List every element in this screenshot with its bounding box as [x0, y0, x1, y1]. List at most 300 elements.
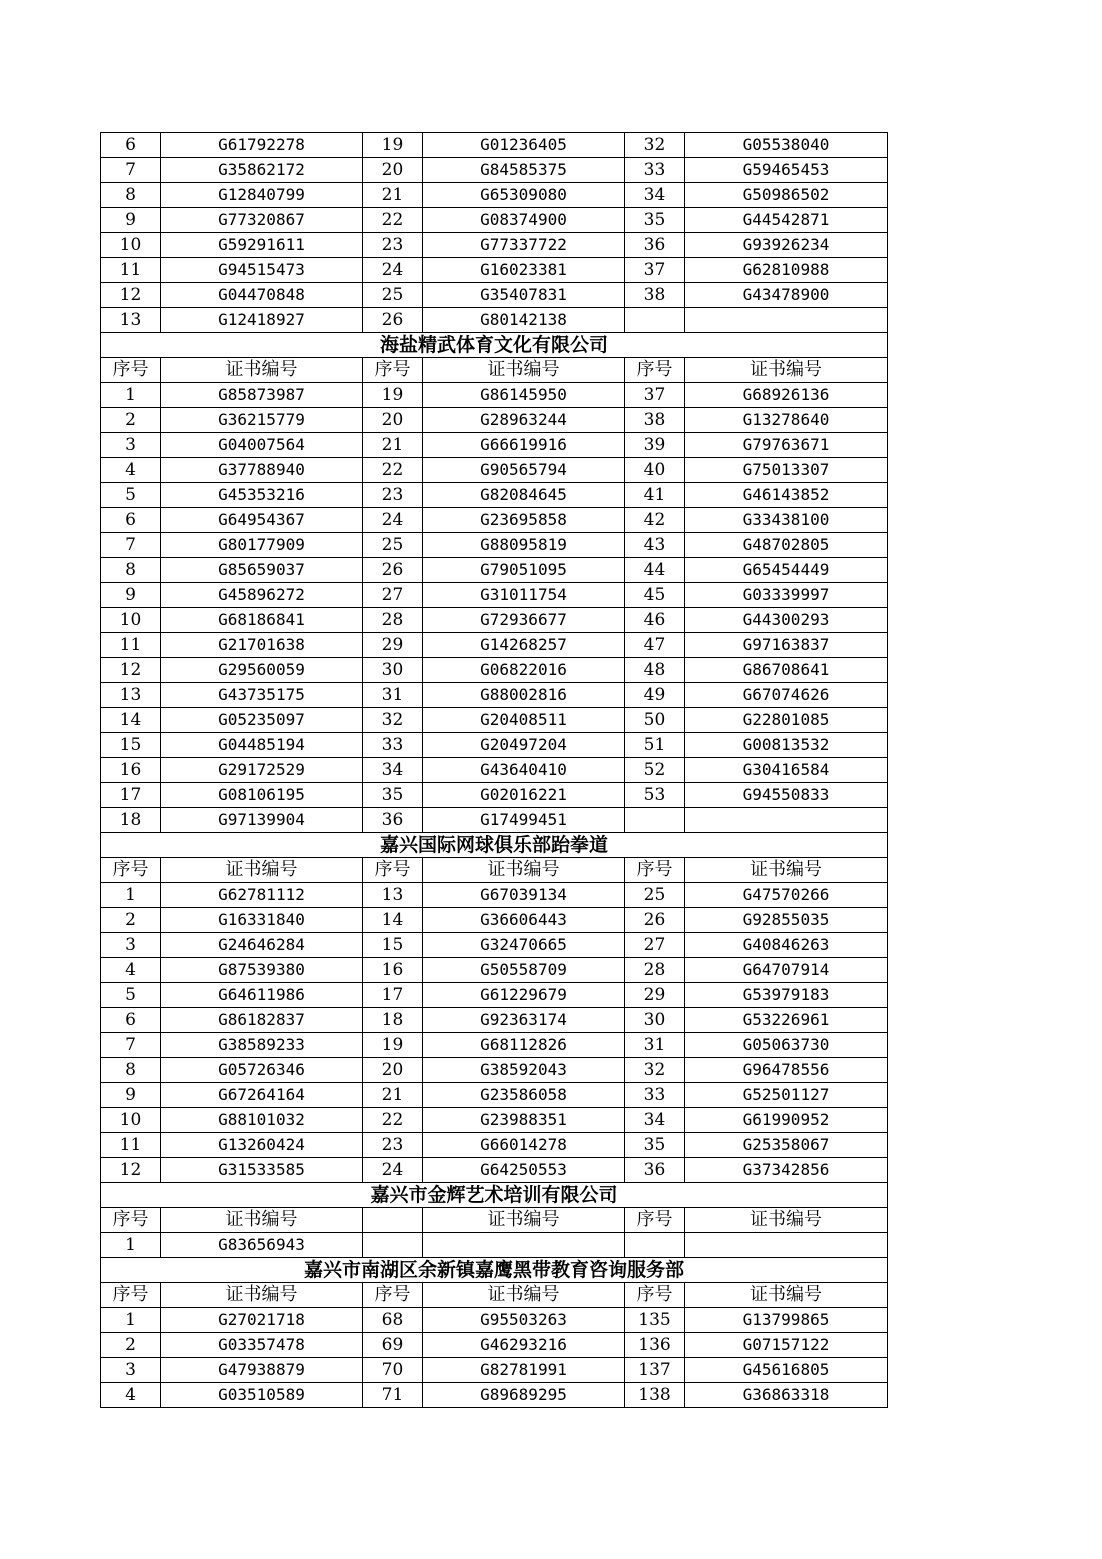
cert-no-cell: G66014278 [423, 1133, 625, 1158]
table-row [101, 783, 888, 808]
seq-cell: 22 [363, 458, 423, 483]
cert-no-cell: G04485194 [161, 733, 363, 758]
cert-no-cell: G43735175 [161, 683, 363, 708]
cert-no-cell: G79051095 [423, 558, 625, 583]
table-row [101, 633, 888, 658]
cert-no-cell: G82084645 [423, 483, 625, 508]
table-row [101, 658, 888, 683]
seq-cell [625, 1233, 685, 1258]
seq-cell: 27 [625, 933, 685, 958]
seq-cell: 3 [101, 933, 161, 958]
cert-no-cell: G80177909 [161, 533, 363, 558]
cert-no-cell: G40846263 [685, 933, 888, 958]
cert-no-cell: G45616805 [685, 1358, 888, 1383]
cert-no-cell: G33438100 [685, 508, 888, 533]
cert-no-cell: G01236405 [423, 133, 625, 158]
cert-no-cell: G22801085 [685, 708, 888, 733]
header-cert-no: 证书编号 [423, 1283, 625, 1308]
seq-cell: 13 [101, 683, 161, 708]
table-row [101, 158, 888, 183]
seq-cell: 32 [363, 708, 423, 733]
seq-cell: 35 [363, 783, 423, 808]
cert-no-cell: G05726346 [161, 1058, 363, 1083]
cert-no-cell: G66619916 [423, 433, 625, 458]
seq-cell: 6 [101, 1008, 161, 1033]
cert-no-cell: G53226961 [685, 1008, 888, 1033]
cert-no-cell: G61229679 [423, 983, 625, 1008]
seq-cell [625, 808, 685, 833]
cert-no-cell: G28963244 [423, 408, 625, 433]
cert-no-cell: G04470848 [161, 283, 363, 308]
cert-no-cell: G52501127 [685, 1083, 888, 1108]
cert-no-cell: G88101032 [161, 1108, 363, 1133]
cert-no-cell: G36215779 [161, 408, 363, 433]
seq-cell [625, 308, 685, 333]
seq-cell: 41 [625, 483, 685, 508]
seq-cell: 15 [101, 733, 161, 758]
seq-cell: 50 [625, 708, 685, 733]
cert-no-cell: G45896272 [161, 583, 363, 608]
seq-cell: 31 [363, 683, 423, 708]
table-row [101, 883, 888, 908]
seq-cell: 18 [363, 1008, 423, 1033]
seq-cell: 29 [363, 633, 423, 658]
header-cert-no: 证书编号 [161, 358, 363, 383]
seq-cell: 35 [625, 1133, 685, 1158]
cert-no-cell: G94515473 [161, 258, 363, 283]
cert-no-cell: G44542871 [685, 208, 888, 233]
cert-no-cell: G85659037 [161, 558, 363, 583]
seq-cell: 8 [101, 183, 161, 208]
table-row [101, 1383, 888, 1408]
seq-cell: 16 [363, 958, 423, 983]
header-seq: 序号 [363, 1283, 423, 1308]
seq-cell: 33 [625, 158, 685, 183]
seq-cell: 38 [625, 408, 685, 433]
section-title-row [101, 1183, 888, 1208]
cert-no-cell: G59465453 [685, 158, 888, 183]
cert-no-cell: G50986502 [685, 183, 888, 208]
seq-cell: 25 [625, 883, 685, 908]
table-row [101, 908, 888, 933]
seq-cell: 33 [363, 733, 423, 758]
cert-no-cell: G21701638 [161, 633, 363, 658]
seq-cell: 1 [101, 1308, 161, 1333]
header-cert-no: 证书编号 [685, 358, 888, 383]
table-row [101, 508, 888, 533]
seq-cell: 6 [101, 133, 161, 158]
seq-cell: 13 [101, 308, 161, 333]
cert-no-cell: G86182837 [161, 1008, 363, 1033]
seq-cell: 31 [625, 1033, 685, 1058]
seq-cell: 15 [363, 933, 423, 958]
seq-cell: 34 [625, 183, 685, 208]
cert-no-cell: G29172529 [161, 758, 363, 783]
header-cert-no: 证书编号 [685, 1208, 888, 1233]
seq-cell: 37 [625, 258, 685, 283]
seq-cell: 12 [101, 283, 161, 308]
cert-no-cell: G65454449 [685, 558, 888, 583]
seq-cell: 4 [101, 1383, 161, 1408]
header-seq: 序号 [101, 858, 161, 883]
cert-no-cell: G86145950 [423, 383, 625, 408]
cert-no-cell: G31011754 [423, 583, 625, 608]
cert-no-cell: G93926234 [685, 233, 888, 258]
seq-cell: 13 [363, 883, 423, 908]
seq-cell: 47 [625, 633, 685, 658]
cert-no-cell: G38592043 [423, 1058, 625, 1083]
cert-no-cell: G06822016 [423, 658, 625, 683]
table-row [101, 483, 888, 508]
table-row [101, 1133, 888, 1158]
table-row [101, 1008, 888, 1033]
seq-cell: 25 [363, 283, 423, 308]
cert-no-cell: G97163837 [685, 633, 888, 658]
table-row [101, 583, 888, 608]
cert-no-cell: G64250553 [423, 1158, 625, 1183]
cert-no-cell: G75013307 [685, 458, 888, 483]
header-cert-no: 证书编号 [423, 858, 625, 883]
column-header-row [101, 1208, 888, 1233]
cert-no-cell: G88002816 [423, 683, 625, 708]
cert-no-cell: G87539380 [161, 958, 363, 983]
seq-cell: 51 [625, 733, 685, 758]
seq-cell: 34 [363, 758, 423, 783]
cert-no-cell: G64707914 [685, 958, 888, 983]
table-row [101, 733, 888, 758]
cert-no-cell: G50558709 [423, 958, 625, 983]
seq-cell: 3 [101, 433, 161, 458]
cert-no-cell: G20497204 [423, 733, 625, 758]
seq-cell: 136 [625, 1333, 685, 1358]
cert-no-cell: G62781112 [161, 883, 363, 908]
seq-cell: 12 [101, 1158, 161, 1183]
seq-cell: 9 [101, 208, 161, 233]
seq-cell: 39 [625, 433, 685, 458]
cert-no-cell: G68926136 [685, 383, 888, 408]
cert-no-cell: G92855035 [685, 908, 888, 933]
table-row [101, 283, 888, 308]
cert-no-cell: G44300293 [685, 608, 888, 633]
table-row [101, 1308, 888, 1333]
cert-no-cell: G05538040 [685, 133, 888, 158]
cert-no-cell: G16331840 [161, 908, 363, 933]
seq-cell: 138 [625, 1383, 685, 1408]
cert-no-cell: G36606443 [423, 908, 625, 933]
cert-no-cell: G68186841 [161, 608, 363, 633]
table-row [101, 1333, 888, 1358]
seq-cell: 70 [363, 1358, 423, 1383]
header-seq: 序号 [625, 358, 685, 383]
certificate-table [100, 132, 888, 1408]
seq-cell: 16 [101, 758, 161, 783]
seq-cell: 44 [625, 558, 685, 583]
cert-no-cell: G45353216 [161, 483, 363, 508]
seq-cell: 45 [625, 583, 685, 608]
cert-no-cell: G67039134 [423, 883, 625, 908]
table-row [101, 258, 888, 283]
seq-cell: 2 [101, 1333, 161, 1358]
seq-cell: 17 [101, 783, 161, 808]
seq-cell: 19 [363, 133, 423, 158]
seq-cell: 29 [625, 983, 685, 1008]
cert-no-cell: G83656943 [161, 1233, 363, 1258]
seq-cell: 23 [363, 1133, 423, 1158]
seq-cell: 48 [625, 658, 685, 683]
cert-no-cell: G53979183 [685, 983, 888, 1008]
cert-no-cell: G37788940 [161, 458, 363, 483]
cert-no-cell: G62810988 [685, 258, 888, 283]
seq-cell: 23 [363, 233, 423, 258]
header-cert-no: 证书编号 [161, 858, 363, 883]
seq-cell: 23 [363, 483, 423, 508]
table-row [101, 458, 888, 483]
cert-no-cell: G47938879 [161, 1358, 363, 1383]
cert-no-cell: G64611986 [161, 983, 363, 1008]
table-row [101, 758, 888, 783]
header-cert-no: 证书编号 [423, 1208, 625, 1233]
cert-no-cell: G94550833 [685, 783, 888, 808]
table-row [101, 208, 888, 233]
cert-no-cell: G36863318 [685, 1383, 888, 1408]
section-title: 嘉兴市南湖区余新镇嘉鹰黑带教育咨询服务部 [101, 1258, 888, 1283]
cert-no-cell [685, 808, 888, 833]
seq-cell: 4 [101, 458, 161, 483]
header-seq: 序号 [625, 1208, 685, 1233]
seq-cell: 137 [625, 1358, 685, 1383]
section-title: 海盐精武体育文化有限公司 [101, 333, 888, 358]
cert-no-cell: G00813532 [685, 733, 888, 758]
cert-no-cell: G59291611 [161, 233, 363, 258]
column-header-row [101, 858, 888, 883]
seq-cell: 71 [363, 1383, 423, 1408]
cert-no-cell: G23695858 [423, 508, 625, 533]
cert-no-cell: G31533585 [161, 1158, 363, 1183]
table-row [101, 383, 888, 408]
header-seq [363, 1208, 423, 1233]
cert-no-cell: G32470665 [423, 933, 625, 958]
section-title-row [101, 833, 888, 858]
header-cert-no: 证书编号 [161, 1208, 363, 1233]
cert-no-cell: G37342856 [685, 1158, 888, 1183]
cert-no-cell: G03510589 [161, 1383, 363, 1408]
seq-cell: 1 [101, 883, 161, 908]
seq-cell: 11 [101, 258, 161, 283]
cert-no-cell: G86708641 [685, 658, 888, 683]
cert-no-cell: G23988351 [423, 1108, 625, 1133]
section-title: 嘉兴国际网球俱乐部跆拳道 [101, 833, 888, 858]
section-title-row [101, 1258, 888, 1283]
seq-cell [363, 1233, 423, 1258]
table-row [101, 408, 888, 433]
table-row [101, 1033, 888, 1058]
column-header-row [101, 358, 888, 383]
cert-no-cell: G46293216 [423, 1333, 625, 1358]
cert-no-cell: G67264164 [161, 1083, 363, 1108]
cert-no-cell: G05063730 [685, 1033, 888, 1058]
cert-no-cell: G30416584 [685, 758, 888, 783]
table-row [101, 1058, 888, 1083]
cert-no-cell: G27021718 [161, 1308, 363, 1333]
header-cert-no: 证书编号 [161, 1283, 363, 1308]
table-row [101, 683, 888, 708]
cert-no-cell: G43640410 [423, 758, 625, 783]
seq-cell: 9 [101, 1083, 161, 1108]
cert-no-cell [685, 308, 888, 333]
table-row [101, 558, 888, 583]
seq-cell: 6 [101, 508, 161, 533]
seq-cell: 9 [101, 583, 161, 608]
header-seq: 序号 [625, 858, 685, 883]
cert-no-cell: G23586058 [423, 1083, 625, 1108]
cert-no-cell: G89689295 [423, 1383, 625, 1408]
cert-no-cell: G95503263 [423, 1308, 625, 1333]
seq-cell: 5 [101, 483, 161, 508]
cert-no-cell: G35862172 [161, 158, 363, 183]
cert-no-cell: G03339997 [685, 583, 888, 608]
cert-no-cell: G61990952 [685, 1108, 888, 1133]
seq-cell: 3 [101, 1358, 161, 1383]
table-row [101, 433, 888, 458]
seq-cell: 10 [101, 233, 161, 258]
cert-no-cell: G80142138 [423, 308, 625, 333]
column-header-row [101, 1283, 888, 1308]
cert-no-cell: G16023381 [423, 258, 625, 283]
seq-cell: 46 [625, 608, 685, 633]
cert-no-cell: G48702805 [685, 533, 888, 558]
table-row [101, 983, 888, 1008]
seq-cell: 8 [101, 1058, 161, 1083]
header-cert-no: 证书编号 [685, 1283, 888, 1308]
cert-no-cell: G92363174 [423, 1008, 625, 1033]
seq-cell: 26 [625, 908, 685, 933]
seq-cell: 32 [625, 133, 685, 158]
seq-cell: 10 [101, 608, 161, 633]
table-row [101, 1233, 888, 1258]
cert-no-cell: G20408511 [423, 708, 625, 733]
header-cert-no: 证书编号 [685, 858, 888, 883]
seq-cell: 8 [101, 558, 161, 583]
seq-cell: 36 [625, 1158, 685, 1183]
seq-cell: 52 [625, 758, 685, 783]
header-seq: 序号 [101, 358, 161, 383]
seq-cell: 34 [625, 1108, 685, 1133]
seq-cell: 21 [363, 433, 423, 458]
cert-no-cell: G25358067 [685, 1133, 888, 1158]
cert-no-cell: G72936677 [423, 608, 625, 633]
seq-cell: 1 [101, 383, 161, 408]
table-row [101, 808, 888, 833]
seq-cell: 40 [625, 458, 685, 483]
seq-cell: 30 [625, 1008, 685, 1033]
header-seq: 序号 [363, 358, 423, 383]
table-row [101, 183, 888, 208]
seq-cell: 135 [625, 1308, 685, 1333]
table-row [101, 133, 888, 158]
table-row [101, 1358, 888, 1383]
cert-no-cell: G08374900 [423, 208, 625, 233]
cert-no-cell: G05235097 [161, 708, 363, 733]
table-row [101, 1158, 888, 1183]
table-row [101, 708, 888, 733]
cert-no-cell: G85873987 [161, 383, 363, 408]
cert-no-cell: G88095819 [423, 533, 625, 558]
cert-no-cell [685, 1233, 888, 1258]
seq-cell: 33 [625, 1083, 685, 1108]
cert-no-cell: G61792278 [161, 133, 363, 158]
seq-cell: 20 [363, 1058, 423, 1083]
seq-cell: 37 [625, 383, 685, 408]
seq-cell: 25 [363, 533, 423, 558]
cert-no-cell: G02016221 [423, 783, 625, 808]
table-row [101, 933, 888, 958]
seq-cell: 69 [363, 1333, 423, 1358]
seq-cell: 35 [625, 208, 685, 233]
cert-no-cell: G13278640 [685, 408, 888, 433]
cert-no-cell: G38589233 [161, 1033, 363, 1058]
seq-cell: 10 [101, 1108, 161, 1133]
seq-cell: 36 [363, 808, 423, 833]
table-row [101, 958, 888, 983]
cert-no-cell: G04007564 [161, 433, 363, 458]
seq-cell: 22 [363, 1108, 423, 1133]
seq-cell: 24 [363, 508, 423, 533]
cert-no-cell: G24646284 [161, 933, 363, 958]
seq-cell: 30 [363, 658, 423, 683]
seq-cell: 20 [363, 158, 423, 183]
seq-cell: 22 [363, 208, 423, 233]
cert-no-cell: G03357478 [161, 1333, 363, 1358]
cert-no-cell: G97139904 [161, 808, 363, 833]
cert-no-cell: G43478900 [685, 283, 888, 308]
cert-no-cell: G82781991 [423, 1358, 625, 1383]
seq-cell: 11 [101, 1133, 161, 1158]
seq-cell: 28 [363, 608, 423, 633]
seq-cell: 32 [625, 1058, 685, 1083]
cert-no-cell: G13799865 [685, 1308, 888, 1333]
seq-cell: 7 [101, 1033, 161, 1058]
cert-no-cell: G12840799 [161, 183, 363, 208]
cert-no-cell: G68112826 [423, 1033, 625, 1058]
seq-cell: 21 [363, 183, 423, 208]
cert-no-cell: G65309080 [423, 183, 625, 208]
table-row [101, 608, 888, 633]
section-title: 嘉兴市金辉艺术培训有限公司 [101, 1183, 888, 1208]
seq-cell: 7 [101, 533, 161, 558]
seq-cell: 14 [101, 708, 161, 733]
header-seq: 序号 [625, 1283, 685, 1308]
seq-cell: 2 [101, 408, 161, 433]
cert-no-cell: G35407831 [423, 283, 625, 308]
cert-no-cell: G46143852 [685, 483, 888, 508]
seq-cell: 20 [363, 408, 423, 433]
seq-cell: 2 [101, 908, 161, 933]
seq-cell: 12 [101, 658, 161, 683]
seq-cell: 19 [363, 1033, 423, 1058]
cert-no-cell: G84585375 [423, 158, 625, 183]
seq-cell: 5 [101, 983, 161, 1008]
seq-cell: 53 [625, 783, 685, 808]
cert-no-cell: G96478556 [685, 1058, 888, 1083]
table-row [101, 1083, 888, 1108]
header-seq: 序号 [363, 858, 423, 883]
seq-cell: 26 [363, 558, 423, 583]
seq-cell: 1 [101, 1233, 161, 1258]
section-title-row [101, 333, 888, 358]
cert-no-cell: G77337722 [423, 233, 625, 258]
cert-no-cell: G14268257 [423, 633, 625, 658]
cert-no-cell: G67074626 [685, 683, 888, 708]
